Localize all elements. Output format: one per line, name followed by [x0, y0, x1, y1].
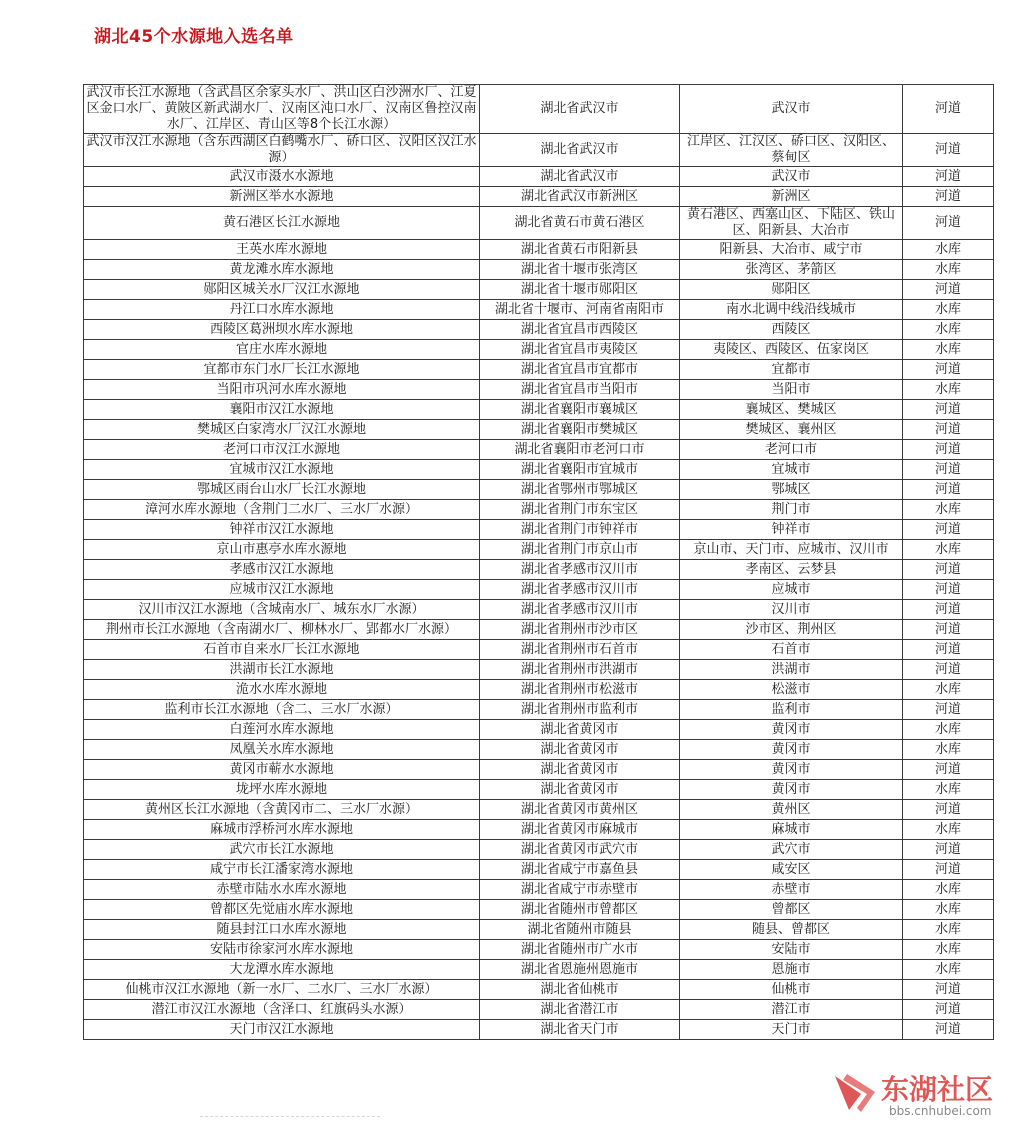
- table-body: [84, 85, 994, 1040]
- location-cell: 湖北省十堰市张湾区: [480, 260, 680, 280]
- type-cell: 河道: [903, 600, 994, 620]
- location-cell: 湖北省荆门市京山市: [480, 540, 680, 560]
- service-area-cell: 赤壁市: [680, 880, 903, 900]
- type-cell: 河道: [903, 460, 994, 480]
- location-cell: 湖北省武汉市: [480, 134, 680, 167]
- location-cell: 湖北省襄阳市樊城区: [480, 420, 680, 440]
- location-cell: 湖北省宜昌市当阳市: [480, 380, 680, 400]
- table-row: [84, 540, 994, 560]
- source-name-cell: 武汉市长江水源地（含武昌区余家头水厂、洪山区白沙洲水厂、江夏区金口水厂、黄陂区新武湖水厂、汉南区沌口水厂、汉南区鲁控汉南水厂、江岸区、青山区等8个长江水源）: [84, 85, 480, 134]
- location-cell: 湖北省咸宁市赤壁市: [480, 880, 680, 900]
- table-row: [84, 600, 994, 620]
- location-cell: 湖北省潜江市: [480, 1000, 680, 1020]
- service-area-cell: 曾都区: [680, 900, 903, 920]
- table-row: [84, 480, 994, 500]
- location-cell: 湖北省宜昌市西陵区: [480, 320, 680, 340]
- type-cell: 河道: [903, 560, 994, 580]
- type-cell: 水库: [903, 340, 994, 360]
- source-name-cell: 汉川市汉江水源地（含城南水厂、城东水厂水源）: [84, 600, 480, 620]
- type-cell: 河道: [903, 167, 994, 187]
- type-cell: 水库: [903, 820, 994, 840]
- source-name-cell: 鄂城区雨台山水厂长江水源地: [84, 480, 480, 500]
- table-row: [84, 800, 994, 820]
- service-area-cell: 黄州区: [680, 800, 903, 820]
- table-row: [84, 580, 994, 600]
- source-name-cell: 应城市汉江水源地: [84, 580, 480, 600]
- location-cell: 湖北省黄冈市麻城市: [480, 820, 680, 840]
- table-row: [84, 400, 994, 420]
- source-name-cell: 丹江口水库水源地: [84, 300, 480, 320]
- table-row: [84, 720, 994, 740]
- type-cell: 水库: [903, 960, 994, 980]
- service-area-cell: 西陵区: [680, 320, 903, 340]
- type-cell: 河道: [903, 1020, 994, 1040]
- location-cell: 湖北省天门市: [480, 1020, 680, 1040]
- service-area-cell: 江岸区、江汉区、硚口区、汉阳区、蔡甸区: [680, 134, 903, 167]
- location-cell: 湖北省黄冈市: [480, 780, 680, 800]
- source-name-cell: 官庄水库水源地: [84, 340, 480, 360]
- location-cell: 湖北省荆州市沙市区: [480, 620, 680, 640]
- service-area-cell: 洪湖市: [680, 660, 903, 680]
- watermark: [831, 1068, 1021, 1120]
- source-name-cell: 仙桃市汉江水源地（新一水厂、二水厂、三水厂水源）: [84, 980, 480, 1000]
- table-row: [84, 740, 994, 760]
- table-row: [84, 320, 994, 340]
- location-cell: 湖北省仙桃市: [480, 980, 680, 1000]
- page-title: 湖北45个水源地入选名单: [94, 27, 294, 47]
- location-cell: 湖北省荆州市监利市: [480, 700, 680, 720]
- type-cell: 河道: [903, 360, 994, 380]
- type-cell: 河道: [903, 400, 994, 420]
- table-row: [84, 420, 994, 440]
- type-cell: 河道: [903, 280, 994, 300]
- service-area-cell: 张湾区、茅箭区: [680, 260, 903, 280]
- source-name-cell: 安陆市徐家河水库水源地: [84, 940, 480, 960]
- table-row: [84, 340, 994, 360]
- table-row: [84, 560, 994, 580]
- service-area-cell: 襄城区、樊城区: [680, 400, 903, 420]
- table-row: [84, 700, 994, 720]
- service-area-cell: 宜都市: [680, 360, 903, 380]
- source-name-cell: 随县封江口水库水源地: [84, 920, 480, 940]
- location-cell: 湖北省孝感市汉川市: [480, 600, 680, 620]
- source-name-cell: 黄石港区长江水源地: [84, 207, 480, 240]
- table-row: [84, 760, 994, 780]
- type-cell: 水库: [903, 740, 994, 760]
- location-cell: 湖北省黄冈市武穴市: [480, 840, 680, 860]
- table-row: [84, 880, 994, 900]
- source-name-cell: 洈水水库水源地: [84, 680, 480, 700]
- service-area-cell: 当阳市: [680, 380, 903, 400]
- service-area-cell: 黄石港区、西塞山区、下陆区、铁山区、阳新县、大冶市: [680, 207, 903, 240]
- source-name-cell: 宜都市东门水厂长江水源地: [84, 360, 480, 380]
- source-name-cell: 当阳市巩河水库水源地: [84, 380, 480, 400]
- type-cell: 河道: [903, 860, 994, 880]
- type-cell: 河道: [903, 480, 994, 500]
- location-cell: 湖北省咸宁市嘉鱼县: [480, 860, 680, 880]
- source-name-cell: 王英水库水源地: [84, 240, 480, 260]
- location-cell: 湖北省十堰市、河南省南阳市: [480, 300, 680, 320]
- source-name-cell: 黄冈市蕲水水源地: [84, 760, 480, 780]
- table-row: [84, 920, 994, 940]
- table-row: [84, 360, 994, 380]
- service-area-cell: 潜江市: [680, 1000, 903, 1020]
- service-area-cell: 武汉市: [680, 85, 903, 134]
- location-cell: 湖北省黄冈市黄州区: [480, 800, 680, 820]
- service-area-cell: 荆门市: [680, 500, 903, 520]
- water-source-table: [83, 84, 994, 1040]
- service-area-cell: 新洲区: [680, 187, 903, 207]
- service-area-cell: 汉川市: [680, 600, 903, 620]
- source-name-cell: 白莲河水库水源地: [84, 720, 480, 740]
- source-name-cell: 老河口市汉江水源地: [84, 440, 480, 460]
- table-row: [84, 520, 994, 540]
- location-cell: 湖北省孝感市汉川市: [480, 580, 680, 600]
- table-row: [84, 640, 994, 660]
- location-cell: 湖北省黄冈市: [480, 720, 680, 740]
- service-area-cell: 监利市: [680, 700, 903, 720]
- location-cell: 湖北省荆州市石首市: [480, 640, 680, 660]
- service-area-cell: 樊城区、襄州区: [680, 420, 903, 440]
- table-row: [84, 840, 994, 860]
- type-cell: 水库: [903, 900, 994, 920]
- watermark-url: bbs.cnhubei.com: [889, 1104, 992, 1118]
- table-row: [84, 440, 994, 460]
- type-cell: 水库: [903, 260, 994, 280]
- service-area-cell: 随县、曾都区: [680, 920, 903, 940]
- service-area-cell: 麻城市: [680, 820, 903, 840]
- type-cell: 河道: [903, 980, 994, 1000]
- service-area-cell: 钟祥市: [680, 520, 903, 540]
- type-cell: 河道: [903, 207, 994, 240]
- type-cell: 河道: [903, 134, 994, 167]
- location-cell: 湖北省武汉市: [480, 167, 680, 187]
- table-row: [84, 85, 994, 134]
- watermark-name: 东湖社区: [881, 1073, 994, 1106]
- table-row: [84, 134, 994, 167]
- type-cell: 河道: [903, 800, 994, 820]
- source-name-cell: 襄阳市汉江水源地: [84, 400, 480, 420]
- type-cell: 水库: [903, 500, 994, 520]
- location-cell: 湖北省恩施州恩施市: [480, 960, 680, 980]
- location-cell: 湖北省荆州市洪湖市: [480, 660, 680, 680]
- type-cell: 水库: [903, 920, 994, 940]
- source-name-cell: 麻城市浮桥河水库水源地: [84, 820, 480, 840]
- type-cell: 水库: [903, 780, 994, 800]
- location-cell: 湖北省黄石市黄石港区: [480, 207, 680, 240]
- source-name-cell: 漳河水库水源地（含荆门二水厂、三水厂水源）: [84, 500, 480, 520]
- service-area-cell: 恩施市: [680, 960, 903, 980]
- source-name-cell: 垅坪水库水源地: [84, 780, 480, 800]
- table-row: [84, 167, 994, 187]
- source-name-cell: 天门市汉江水源地: [84, 1020, 480, 1040]
- table-row: [84, 780, 994, 800]
- location-cell: 湖北省十堰市郧阳区: [480, 280, 680, 300]
- location-cell: 湖北省荆门市钟祥市: [480, 520, 680, 540]
- service-area-cell: 京山市、天门市、应城市、汉川市: [680, 540, 903, 560]
- service-area-cell: 天门市: [680, 1020, 903, 1040]
- type-cell: 水库: [903, 540, 994, 560]
- service-area-cell: 黄冈市: [680, 780, 903, 800]
- location-cell: 湖北省武汉市: [480, 85, 680, 134]
- source-name-cell: 武汉市滠水水源地: [84, 167, 480, 187]
- table-row: [84, 680, 994, 700]
- source-name-cell: 黄州区长江水源地（含黄冈市二、三水厂水源）: [84, 800, 480, 820]
- source-name-cell: 樊城区白家湾水厂汉江水源地: [84, 420, 480, 440]
- service-area-cell: 安陆市: [680, 940, 903, 960]
- type-cell: 河道: [903, 700, 994, 720]
- source-name-cell: 宜城市汉江水源地: [84, 460, 480, 480]
- service-area-cell: 武汉市: [680, 167, 903, 187]
- service-area-cell: 宜城市: [680, 460, 903, 480]
- red-swoosh-logo-icon: [831, 1070, 881, 1116]
- source-name-cell: 孝感市汉江水源地: [84, 560, 480, 580]
- type-cell: 河道: [903, 660, 994, 680]
- table-row: [84, 240, 994, 260]
- type-cell: 河道: [903, 520, 994, 540]
- service-area-cell: 老河口市: [680, 440, 903, 460]
- source-name-cell: 新洲区举水水源地: [84, 187, 480, 207]
- service-area-cell: 沙市区、荆州区: [680, 620, 903, 640]
- type-cell: 河道: [903, 187, 994, 207]
- type-cell: 水库: [903, 680, 994, 700]
- table-row: [84, 1020, 994, 1040]
- type-cell: 河道: [903, 580, 994, 600]
- source-name-cell: 洪湖市长江水源地: [84, 660, 480, 680]
- location-cell: 湖北省孝感市汉川市: [480, 560, 680, 580]
- location-cell: 湖北省武汉市新洲区: [480, 187, 680, 207]
- source-name-cell: 凤凰关水库水源地: [84, 740, 480, 760]
- type-cell: 河道: [903, 760, 994, 780]
- source-name-cell: 监利市长江水源地（含二、三水厂水源）: [84, 700, 480, 720]
- table-row: [84, 820, 994, 840]
- table-row: [84, 1000, 994, 1020]
- location-cell: 湖北省襄阳市老河口市: [480, 440, 680, 460]
- source-name-cell: 大龙潭水库水源地: [84, 960, 480, 980]
- source-name-cell: 黄龙滩水库水源地: [84, 260, 480, 280]
- service-area-cell: 孝南区、云梦县: [680, 560, 903, 580]
- source-name-cell: 曾都区先觉庙水库水源地: [84, 900, 480, 920]
- source-name-cell: 郧阳区城关水厂汉江水源地: [84, 280, 480, 300]
- source-name-cell: 武穴市长江水源地: [84, 840, 480, 860]
- table-row: [84, 280, 994, 300]
- table-row: [84, 260, 994, 280]
- location-cell: 湖北省鄂州市鄂城区: [480, 480, 680, 500]
- service-area-cell: 郧阳区: [680, 280, 903, 300]
- type-cell: 水库: [903, 300, 994, 320]
- service-area-cell: 武穴市: [680, 840, 903, 860]
- location-cell: 湖北省荆州市松滋市: [480, 680, 680, 700]
- service-area-cell: 阳新县、大冶市、咸宁市: [680, 240, 903, 260]
- service-area-cell: 黄冈市: [680, 740, 903, 760]
- source-name-cell: 武汉市汉江水源地（含东西湖区白鹤嘴水厂、硚口区、汉阳区汉江水源）: [84, 134, 480, 167]
- location-cell: 湖北省宜昌市夷陵区: [480, 340, 680, 360]
- table-row: [84, 960, 994, 980]
- type-cell: 河道: [903, 840, 994, 860]
- source-name-cell: 钟祥市汉江水源地: [84, 520, 480, 540]
- table-row: [84, 207, 994, 240]
- table-row: [84, 900, 994, 920]
- type-cell: 河道: [903, 1000, 994, 1020]
- type-cell: 河道: [903, 440, 994, 460]
- type-cell: 水库: [903, 720, 994, 740]
- service-area-cell: 黄冈市: [680, 760, 903, 780]
- location-cell: 湖北省黄冈市: [480, 740, 680, 760]
- location-cell: 湖北省荆门市东宝区: [480, 500, 680, 520]
- table-row: [84, 660, 994, 680]
- location-cell: 湖北省黄冈市: [480, 760, 680, 780]
- type-cell: 水库: [903, 940, 994, 960]
- source-name-cell: 荆州市长江水源地（含南湖水厂、柳林水厂、郢都水厂水源）: [84, 620, 480, 640]
- table-row: [84, 300, 994, 320]
- location-cell: 湖北省随州市随县: [480, 920, 680, 940]
- type-cell: 水库: [903, 240, 994, 260]
- service-area-cell: 南水北调中线沿线城市: [680, 300, 903, 320]
- source-name-cell: 咸宁市长江潘家湾水源地: [84, 860, 480, 880]
- source-name-cell: 潜江市汉江水源地（含泽口、红旗码头水源）: [84, 1000, 480, 1020]
- table-row: [84, 620, 994, 640]
- table-row: [84, 500, 994, 520]
- service-area-cell: 仙桃市: [680, 980, 903, 1000]
- service-area-cell: 石首市: [680, 640, 903, 660]
- source-name-cell: 赤壁市陆水水库水源地: [84, 880, 480, 900]
- source-name-cell: 西陵区葛洲坝水库水源地: [84, 320, 480, 340]
- type-cell: 水库: [903, 320, 994, 340]
- location-cell: 湖北省黄石市阳新县: [480, 240, 680, 260]
- source-name-cell: 石首市自来水厂长江水源地: [84, 640, 480, 660]
- table-row: [84, 980, 994, 1000]
- type-cell: 河道: [903, 620, 994, 640]
- service-area-cell: 黄冈市: [680, 720, 903, 740]
- table-row: [84, 460, 994, 480]
- table-row: [84, 380, 994, 400]
- service-area-cell: 应城市: [680, 580, 903, 600]
- type-cell: 河道: [903, 640, 994, 660]
- service-area-cell: 松滋市: [680, 680, 903, 700]
- source-name-cell: 京山市惠亭水库水源地: [84, 540, 480, 560]
- service-area-cell: 夷陵区、西陵区、伍家岗区: [680, 340, 903, 360]
- type-cell: 河道: [903, 85, 994, 134]
- type-cell: 水库: [903, 880, 994, 900]
- table-row: [84, 940, 994, 960]
- table-row: [84, 187, 994, 207]
- location-cell: 湖北省襄阳市襄城区: [480, 400, 680, 420]
- table-row: [84, 860, 994, 880]
- service-area-cell: 咸安区: [680, 860, 903, 880]
- type-cell: 河道: [903, 420, 994, 440]
- service-area-cell: 鄂城区: [680, 480, 903, 500]
- location-cell: 湖北省随州市曾都区: [480, 900, 680, 920]
- location-cell: 湖北省随州市广水市: [480, 940, 680, 960]
- location-cell: 湖北省襄阳市宜城市: [480, 460, 680, 480]
- type-cell: 水库: [903, 380, 994, 400]
- location-cell: 湖北省宜昌市宜都市: [480, 360, 680, 380]
